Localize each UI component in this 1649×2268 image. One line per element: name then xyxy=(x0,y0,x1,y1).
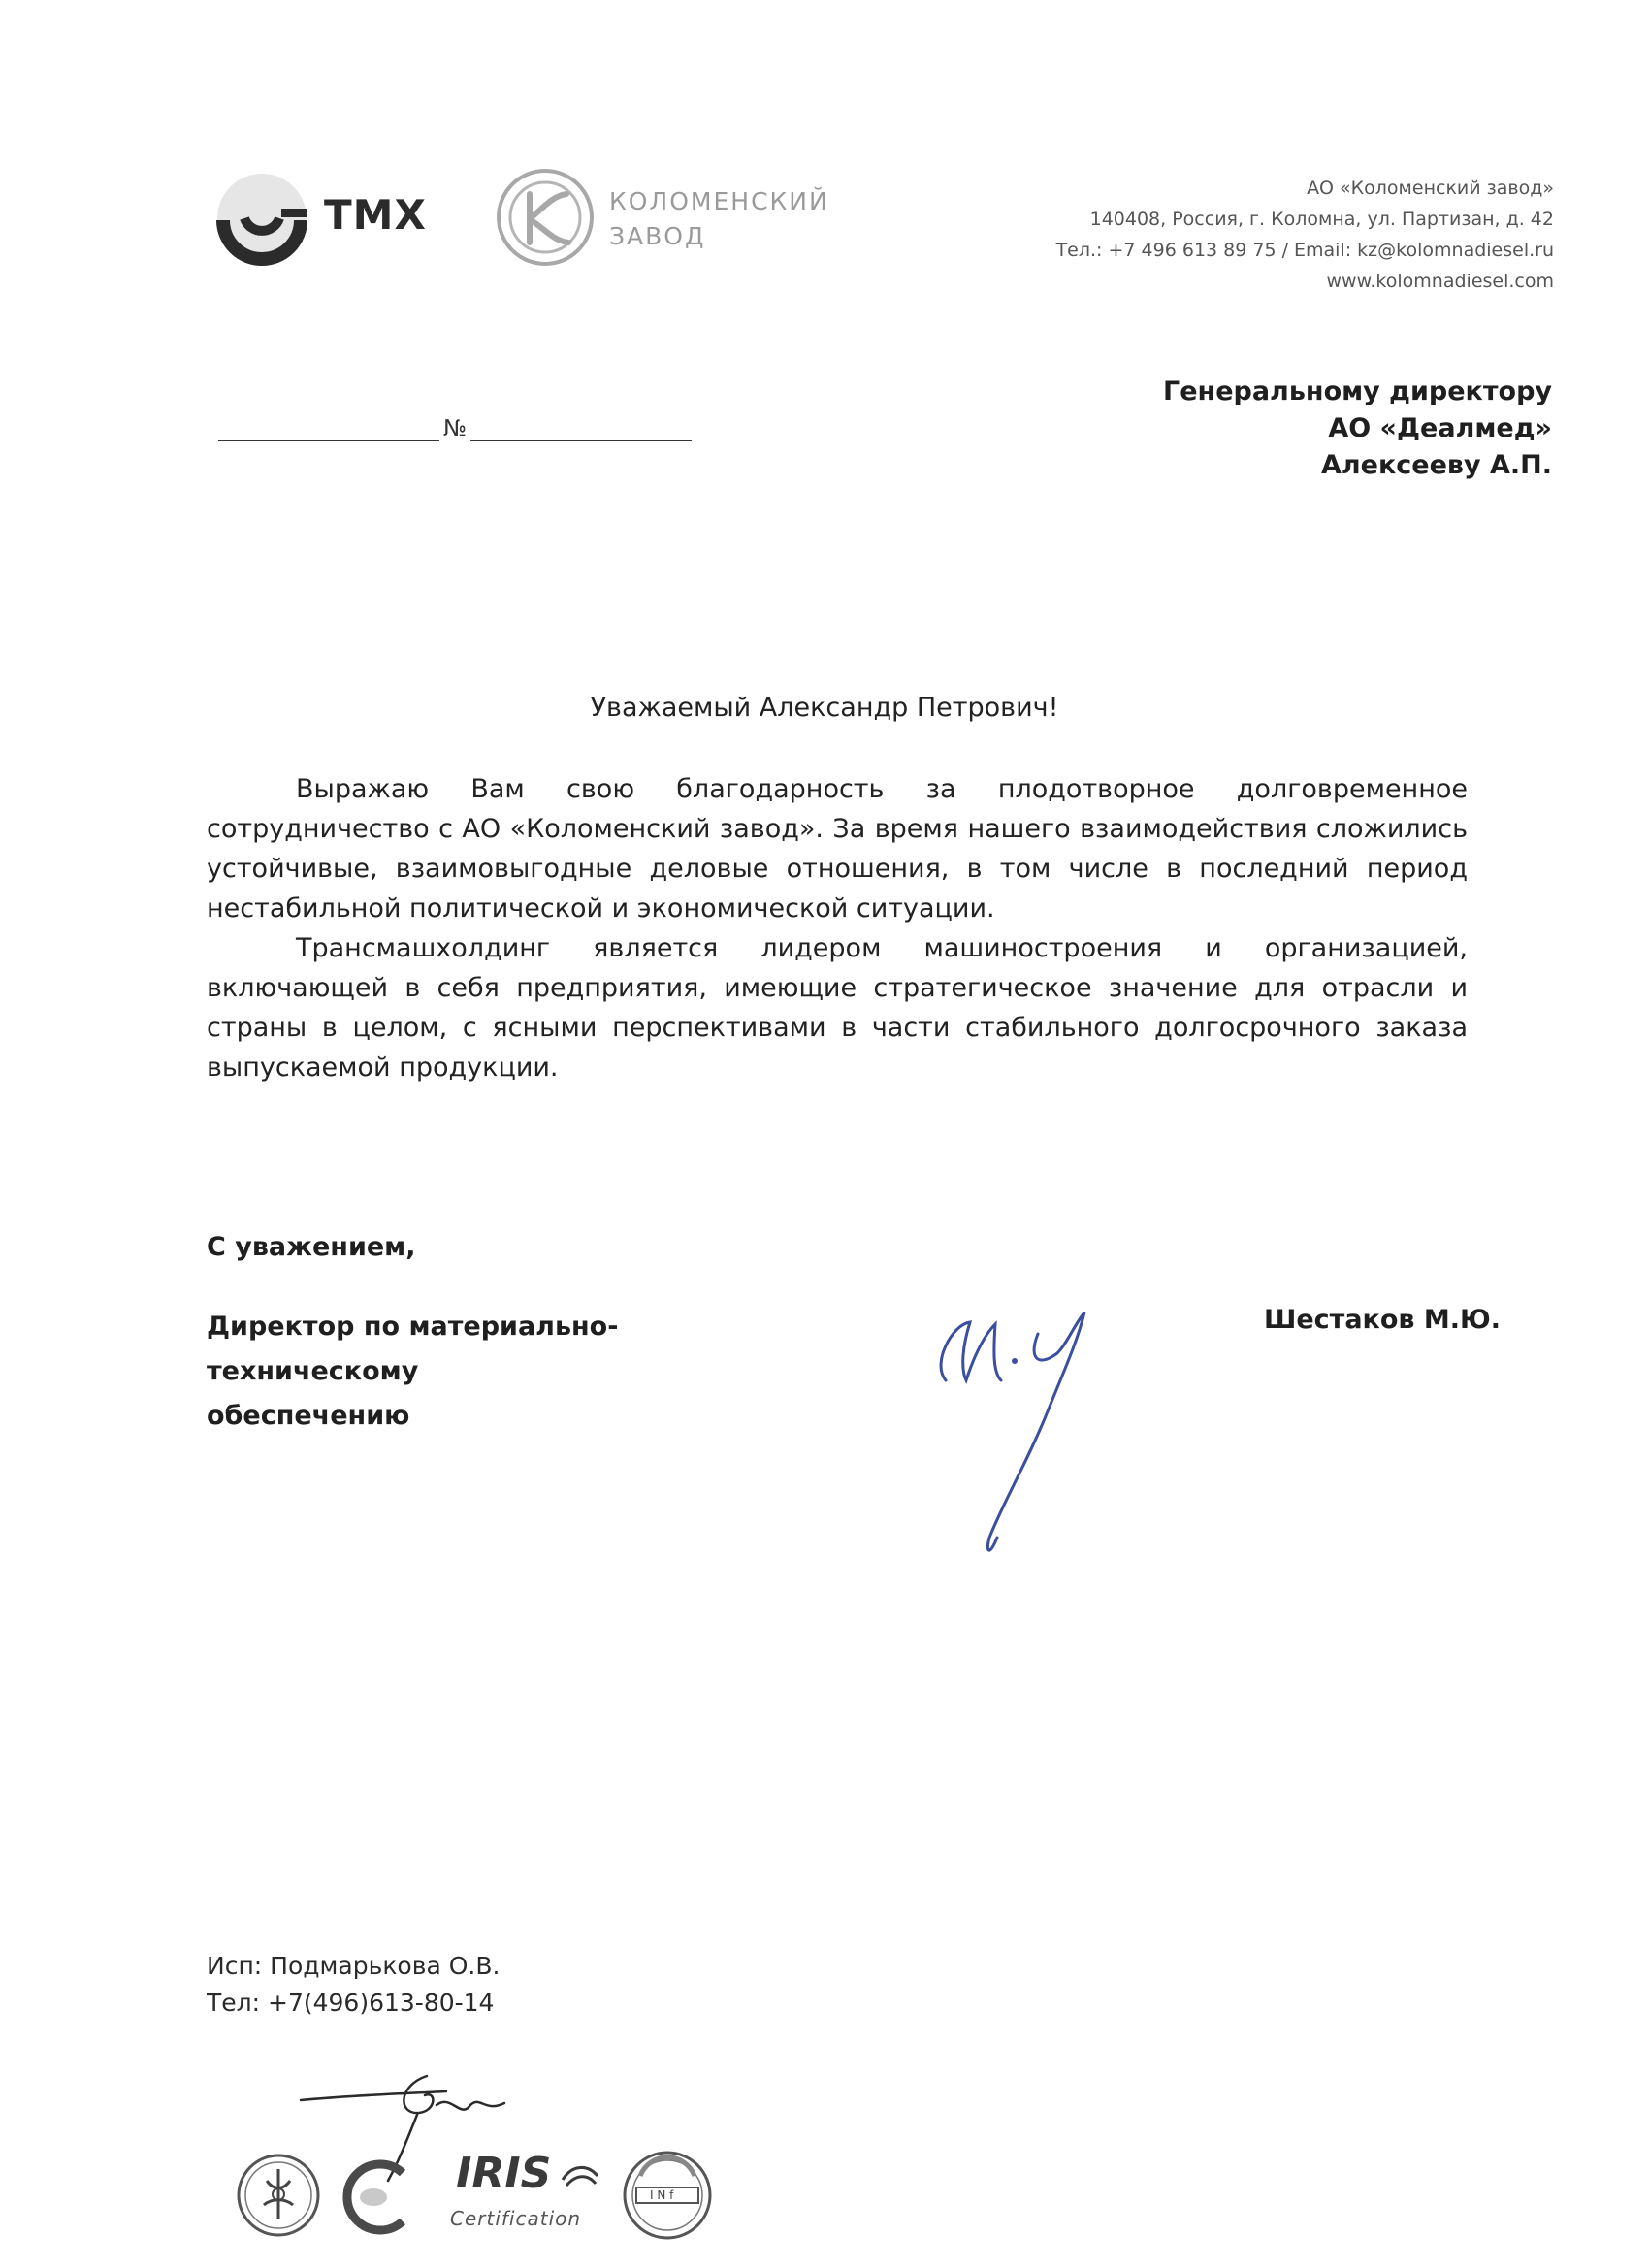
handwritten-signature-icon xyxy=(892,1266,1106,1586)
tmx-emblem-icon xyxy=(215,170,312,267)
sender-contacts: Тел.: +7 496 613 89 75 / Email: kz@kolomnadiesel.ru xyxy=(1055,240,1554,261)
letter-paragraph: Выражаю Вам свою благодарность за плодотворное долговременное сотрудничество с АО «Коломенский завод». За время нашего взаимодействия сложились устойчивые, взаимовыгодные деловые отношения, в том числе в последний период нестабильной политической и экономической ситуации. xyxy=(207,774,1468,923)
addressee-position: Генеральному директору xyxy=(1163,376,1552,406)
kolomna-logo-line2: ЗАВОД xyxy=(609,222,706,250)
executor-phone: Тел: +7(496)613-80-14 xyxy=(207,1989,495,2017)
addressee-name: Алексееву А.П. xyxy=(1320,450,1552,480)
addressee-company: АО «Деалмед» xyxy=(1328,413,1552,443)
tmx-logo xyxy=(215,170,429,267)
signer-position-line1: Директор по материально-техническому xyxy=(207,1312,619,1386)
quality-seal xyxy=(621,2149,714,2242)
sender-company: АО «Коломенский завод» xyxy=(1307,178,1554,199)
kolomna-logo xyxy=(495,167,829,274)
executor-block xyxy=(207,1948,500,2022)
number-sign: № xyxy=(443,416,467,441)
signer-position xyxy=(207,1305,827,1439)
number-blank-line xyxy=(470,415,692,441)
iris-swoosh-icon xyxy=(561,2160,599,2189)
executor-name: Исп: Подмарькова О.В. xyxy=(207,1952,501,1980)
kolomna-emblem-icon xyxy=(495,167,596,268)
emblem-seal-icon xyxy=(235,2152,322,2239)
tmx-logo-text: ТМХ xyxy=(324,191,427,239)
addressee-block xyxy=(1163,373,1552,484)
kolomna-logo-line1: КОЛОМЕНСКИЙ xyxy=(609,187,829,215)
iris-label: IRIS xyxy=(456,2149,552,2198)
date-blank-line xyxy=(218,415,439,441)
seal-text: I N f xyxy=(650,2188,674,2202)
sender-address: 140408, Россия, г. Коломна, ул. Партизан, д. 42 xyxy=(1089,209,1554,230)
letter-paragraph: Трансмашхолдинг является лидером машиностроения и организацией, включающей в себя предприятия, имеющие стратегическое значение для отрасли и страны в целом, с ясными перспективами в части стабильного долгосрочного заказа выпускаемой продукции. xyxy=(207,933,1468,1083)
ssst-certification-icon xyxy=(335,2154,422,2241)
signer-name: Шестаков М.Ю. xyxy=(1264,1305,1501,1335)
iris-certification xyxy=(427,2149,601,2246)
signer-position-line2: обеспечению xyxy=(207,1401,410,1431)
outgoing-number-line xyxy=(218,415,692,441)
sender-requisites xyxy=(1056,173,1554,297)
letter-body xyxy=(207,769,1468,1087)
regards: С уважением, xyxy=(207,1232,416,1262)
salutation: Уважаемый Александр Петрович! xyxy=(590,693,1059,723)
iris-sublabel: Certification xyxy=(450,2207,582,2230)
sender-website: www.kolomnadiesel.com xyxy=(1326,271,1554,292)
